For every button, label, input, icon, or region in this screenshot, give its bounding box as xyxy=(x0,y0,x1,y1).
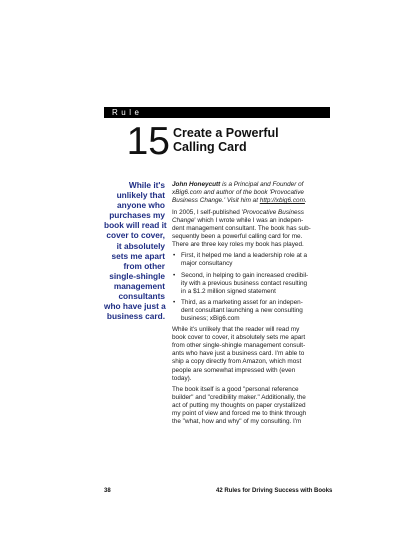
rule-number: 15 xyxy=(126,120,170,163)
page-number: 38 xyxy=(104,488,111,494)
author-bio xyxy=(172,181,342,205)
paragraph-line: act of putting my thoughts on paper crystallized xyxy=(172,402,306,410)
paragraph xyxy=(172,386,342,426)
pull-quote-line: business card. xyxy=(106,311,165,322)
pull-quote-line: from other xyxy=(123,260,165,271)
rule-title xyxy=(173,126,343,154)
pull-quote-line: unlikely that xyxy=(116,190,165,201)
running-footer-title: 42 Rules for Driving Success with Books xyxy=(216,488,333,494)
pull-quote-line: sets me apart xyxy=(111,250,165,261)
bullet-icon: • xyxy=(173,298,176,306)
pull-quote xyxy=(104,180,165,321)
list-item-line: business; xBig6.com xyxy=(181,315,240,322)
roles-list xyxy=(172,252,342,323)
bio-text: . xyxy=(304,197,307,205)
list-item-line: ity with a previous business contact resulting xyxy=(181,279,308,287)
pull-quote-line: While it's xyxy=(128,180,165,190)
paragraph-line: from other single-shingle management consult- xyxy=(172,342,306,350)
paragraph-line: dent management consultant. The book has sub- xyxy=(172,224,311,232)
paragraph-line: sequently been a powerful calling card for me. xyxy=(172,232,303,240)
paragraph-line: today). xyxy=(172,374,192,382)
paragraph-line: There are three key roles my book has played. xyxy=(172,240,304,248)
paragraph xyxy=(172,326,342,383)
pull-quote-line: book will read it xyxy=(104,220,167,231)
pull-quote-line: management xyxy=(113,280,165,291)
paragraph-line: my point of view and forced me to think through xyxy=(172,410,307,418)
paragraph-text: In 2005, I self-published ' xyxy=(172,208,243,216)
body-text xyxy=(172,181,342,427)
bullet-icon: • xyxy=(173,271,176,279)
bio-text: Business Change.' Visit him at xyxy=(172,197,260,205)
list-item-line: Second, in helping to gain increased credibil- xyxy=(181,271,309,279)
paragraph-line: the "what, how and why" of my consulting. I'm xyxy=(172,418,302,426)
pull-quote-line: it absolutely xyxy=(116,240,165,251)
bullet-icon: • xyxy=(173,252,176,260)
paragraph-line: ship a copy directly from Amazon, which most xyxy=(172,358,302,366)
author-website-link[interactable]: http://xbig6.com xyxy=(259,197,305,205)
rule-title-line: Create a Powerful xyxy=(173,126,279,140)
list-item xyxy=(172,272,342,296)
pull-quote-line: single-shingle xyxy=(109,270,165,281)
paragraph-line: people are somewhat impressed with (even xyxy=(172,366,296,374)
list-item xyxy=(172,299,342,323)
book-title-ref: Change xyxy=(172,216,195,224)
pull-quote-line: cover to cover, xyxy=(106,230,165,241)
paragraph-text: ' which I wrote while I was an indepen- xyxy=(194,216,304,224)
pull-quote-line: who have just a xyxy=(104,301,166,312)
list-item xyxy=(172,252,342,268)
bio-text: xBig6.com and author of the book 'Provocative xyxy=(172,189,304,197)
list-item-line: dent consultant launching a new consulting xyxy=(181,306,303,314)
list-item-line: in a $1.2 million signed statement xyxy=(181,287,276,295)
intro-paragraph xyxy=(172,209,342,249)
list-item-line: major consultancy xyxy=(181,260,233,268)
rule-title-line: Calling Card xyxy=(173,140,247,154)
paragraph-line: ants who have just a business card. I'm able to xyxy=(172,350,305,358)
paragraph-line: While it's unlikely that the reader will read my xyxy=(172,326,300,334)
pull-quote-line: anyone who xyxy=(117,200,165,211)
rule-label-bar xyxy=(104,107,330,118)
book-title-ref: Provocative Business xyxy=(242,208,304,216)
pull-quote-line: consultants xyxy=(118,291,165,302)
author-name: John Honeycutt xyxy=(172,181,221,188)
paragraph-line: The book itself is a good "personal reference xyxy=(172,386,299,394)
rule-label: Rule xyxy=(112,108,143,117)
paragraph-line: book cover to cover, it absolutely sets me apart xyxy=(172,334,306,342)
list-item-line: Third, as a marketing asset for an indepen- xyxy=(181,298,303,306)
list-item-line: First, it helped me land a leadership role at a xyxy=(181,252,308,260)
pull-quote-line: purchases my xyxy=(109,210,165,221)
bio-text: is a Principal and Founder of xyxy=(220,181,304,188)
paragraph-line: builder" and "credibility maker." Additionally, the xyxy=(172,394,306,402)
